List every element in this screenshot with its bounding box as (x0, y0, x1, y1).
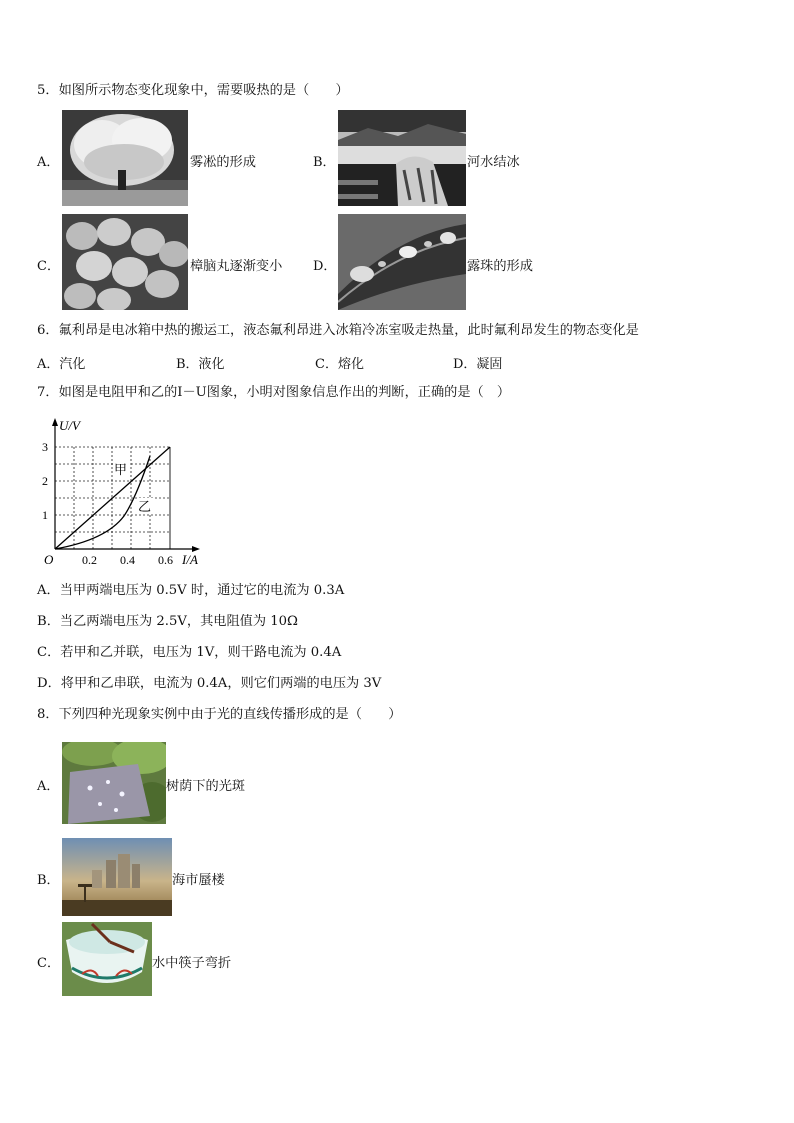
q7-option-b: B．当乙两端电压为 2.5V，其电阻值为 10Ω (37, 614, 298, 629)
x-tick-0.4: 0.4 (120, 553, 135, 567)
chopstick-in-bowl-photo (62, 922, 152, 996)
y-axis-label: U/V (59, 418, 80, 433)
origin-label: O (44, 552, 54, 567)
q7-option-a: A．当甲两端电压为 0.5V 时，通过它的电流为 0.3A (37, 583, 345, 598)
q5-option-b-letter: B． (313, 155, 336, 170)
q5-option-a-caption: 雾凇的形成 (190, 155, 256, 170)
q5-option-a-letter: A． (37, 155, 60, 170)
iu-graph (36, 412, 216, 572)
mirage-photo (62, 838, 172, 916)
curve-yi (55, 456, 150, 549)
x-axis-label: I/A (182, 552, 198, 567)
q5-option-c-caption: 樟脑丸逐渐变小 (190, 259, 283, 274)
q6-option-d: D．凝固 (453, 357, 503, 372)
curve-jia-label: 甲 (114, 463, 128, 478)
q5-option-c-letter: C． (37, 259, 60, 274)
dewdrop-photo (338, 214, 466, 310)
tree-shade-light-spots-photo (62, 742, 166, 824)
x-tick-0.6: 0.6 (158, 553, 173, 567)
q5-option-d-letter: D． (313, 259, 337, 274)
q8-option-b-caption: 海市蜃楼 (172, 873, 225, 888)
q6-option-c: C．熔化 (315, 357, 364, 372)
q8-stem: 8．下列四种光现象实例中由于光的直线传播形成的是（ ） (37, 707, 402, 722)
curve-yi-label: 乙 (138, 500, 152, 515)
mothballs-photo (62, 214, 188, 310)
q6-stem: 6．氟利昂是电冰箱中热的搬运工，液态氟利昂进入冰箱冷冻室吸走热量，此时氟利昂发生的物态变化是 (37, 323, 639, 338)
frozen-river-photo (338, 110, 466, 206)
x-tick-0.2: 0.2 (82, 553, 97, 567)
q6-option-a: A．汽化 (37, 357, 86, 372)
y-tick-3: 3 (42, 440, 48, 454)
q8-option-a-letter: A． (37, 779, 60, 794)
y-tick-2: 2 (42, 474, 48, 488)
q7-option-d: D．将甲和乙串联，电流为 0.4A，则它们两端的电压为 3V (37, 676, 382, 691)
q6-option-b: B．液化 (176, 357, 225, 372)
q8-option-c-caption: 水中筷子弯折 (152, 956, 232, 971)
q5-stem: 5．如图所示物态变化现象中，需要吸热的是（ ） (37, 83, 349, 98)
q5-option-d-caption: 露珠的形成 (467, 259, 533, 274)
q8-option-a-caption: 树荫下的光斑 (166, 779, 246, 794)
y-tick-1: 1 (42, 508, 48, 522)
q8-option-c-letter: C． (37, 956, 60, 971)
q8-option-b-letter: B． (37, 873, 60, 888)
q7-stem: 7．如图是电阻甲和乙的I－U图象，小明对图象信息作出的判断，正确的是（ ） (37, 385, 511, 400)
rime-photo (62, 110, 188, 206)
q7-option-c: C．若甲和乙并联，电压为 1V，则干路电流为 0.4A (37, 645, 342, 660)
q5-option-b-caption: 河水结冰 (467, 155, 520, 170)
